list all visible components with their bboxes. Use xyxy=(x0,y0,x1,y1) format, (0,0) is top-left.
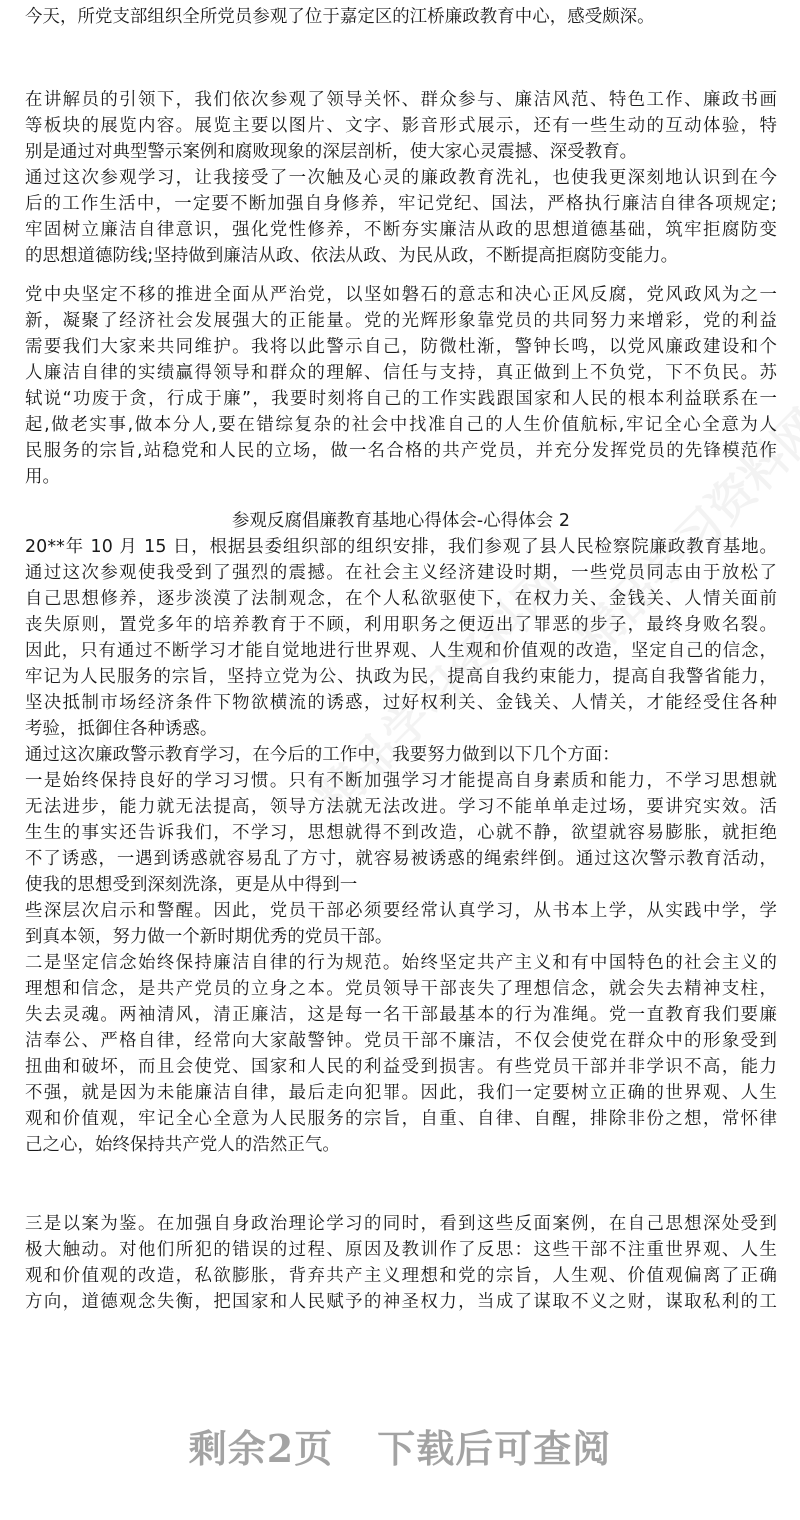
text-line: 观和价值观的改造，私欲膨胀，背弃共产主义理想和党的宗旨，人生观、价值观偏离了正确 xyxy=(25,1266,777,1286)
text-line: 需要我们大家来共同维护。我将以此警示自己，防微杜渐，警钟长鸣，以党风廉政建设和个 xyxy=(25,337,777,357)
text-line: 别是通过对典型警示案例和腐败现象的深层剖析，使大家心灵震撼、深受教育。 xyxy=(25,142,638,162)
text-line: 方向，道德观念失衡，把国家和人民赋予的神圣权力，当成了谋取不义之财，谋取私利的工 xyxy=(25,1292,777,1312)
text-line: 不了诱惑，一遇到诱惑就容易乱了方寸，就容易被诱惑的绳索绊倒。通过这次警示教育活动， xyxy=(25,849,777,869)
text-line: 通过这次廉政警示教育学习，在今后的工作中，我要努力做到以下几个方面： xyxy=(25,745,620,765)
text-line: 二是坚定信念始终保持廉洁自律的行为规范。始终坚定共产主义和有中国特色的社会主义的 xyxy=(25,953,777,973)
text-line: 生生的事实还告诉我们，不学习，思想就得不到改造，心就不静，欲望就容易膨胀，就拒绝 xyxy=(25,823,777,843)
text-line: 不强，就是因为未能廉洁自律，最后走向犯罪。因此，我们一定要树立正确的世界观、人生 xyxy=(25,1083,777,1103)
text-line: 无法进步，能力就无法提高，领导方法就无法改进。学习不能单单走过场，要讲究实效。活 xyxy=(25,797,777,817)
text-line: 观和价值观，牢记全心全意为人民服务的宗旨，自重、自律、自醒，排除非份之想，常怀律 xyxy=(25,1109,777,1129)
text-line: 洁奉公、严格自律，经常向大家敲警钟。党员干部不廉洁，不仅会使党在群众中的形象受到 xyxy=(25,1031,777,1051)
text-line: 等板块的展览内容。展览主要以图片、文字、影音形式展示，还有一些生动的互动体验，特 xyxy=(25,116,777,136)
text-line: 轼说“功废于贪，行成于廉”，我要时刻将自己的工作实践跟国家和人民的根本利益联系在一 xyxy=(25,389,777,409)
text-line: 到真本领，努力做一个新时期优秀的党员干部。 xyxy=(25,927,393,947)
remaining-pages-label: 剩余2页 xyxy=(188,1426,334,1471)
text-line: 失去灵魂。两袖清风，清正廉洁，这是每一名干部最基本的行为准绳。党一直教育我们要廉 xyxy=(25,1005,777,1025)
text-line: 使我的思想受到深刻洗涤，更是从中得到一 xyxy=(25,875,358,895)
text-line: 扭曲和破坏，而且会使党、国家和人民的利益受到损害。有些党员干部并非学识不高，能力 xyxy=(25,1057,777,1077)
text-line: 考验，抵御住各种诱惑。 xyxy=(25,719,218,739)
text-line: 丧失原则，置党多年的培养教育于不顾，利用职务之便迈出了罪恶的步子，最终身败名裂。 xyxy=(25,615,777,635)
text-line: 用。 xyxy=(25,467,60,487)
text-line: 通过这次参观使我受到了强烈的震撼。在社会主义经济建设时期，一些党员同志由于放松了 xyxy=(25,563,777,583)
text-line: 因此，只有通过不断学习才能自觉地进行世界观、人生观和价值观的改造，坚定自己的信念， xyxy=(25,641,777,661)
text-line: 党中央坚定不移的推进全面从严治党，以坚如磐石的意志和决心正风反腐，党风政风为之一 xyxy=(25,285,777,305)
text-line: 人廉洁自律的实绩赢得领导和群众的理解、信任与支持，真正做到上不负党，下不负民。苏 xyxy=(25,363,777,383)
text-line: 通过这次参观学习，让我接受了一次触及心灵的廉政教育洗礼，也使我更深刻地认识到在今 xyxy=(25,168,777,188)
text-line: 理想和信念，是共产党员的立身之本。党员领导干部丧失了理想信念，就会失去精神支柱， xyxy=(25,979,777,999)
text-line: 极大触动。对他们所犯的错误的过程、原因及教训作了反思：这些干部不注重世界观、人生 xyxy=(25,1240,777,1260)
text-line: 后的工作生活中，一定要不断加强自身修养，牢记党纪、国法，严格执行廉洁自律各项规定; xyxy=(25,194,777,214)
text-line: 20**年 10 月 15 日，根据县委组织部的组织安排，我们参观了县人民检察院廉政教育基地。 xyxy=(25,537,777,557)
text-line: 牢固树立廉洁自律意识，强化党性修养，不断夯实廉洁从政的思想道德基础，筑牢拒腐防变 xyxy=(25,220,777,240)
text-line: 牢记为人民服务的宗旨，坚持立党为公、执政为民，提高自我约束能力，提高自我警省能力， xyxy=(25,667,777,687)
section-title: 参观反腐倡廉教育基地心得体会-心得体会 2 xyxy=(231,511,570,531)
text-line: 三是以案为鉴。在加强自身政治理论学习的同时，看到这些反面案例，在自己思想深处受到 xyxy=(25,1214,777,1234)
text-line: 民服务的宗旨,站稳党和人民的立场，做一名合格的共产党员，并充分发挥党员的先锋模范作 xyxy=(25,441,777,461)
text-line: 己之心，始终保持共产党人的浩然正气。 xyxy=(25,1135,340,1155)
text-line: 一是始终保持良好的学习习惯。只有不断加强学习才能提高自身素质和能力，不学习思想就 xyxy=(25,771,777,791)
text-line: 自己思想修养，逐步淡漠了法制观念，在个人私欲驱使下，在权力关、金钱关、人情关面前 xyxy=(25,589,777,609)
text-line: 在讲解员的引领下，我们依次参观了领导关怀、群众参与、廉洁风范、特色工作、廉政书画 xyxy=(25,90,777,110)
text-line: 起,做老实事,做本分人,要在错综复杂的社会中找准自己的人生价值航标,牢记全心全意为人 xyxy=(25,415,777,435)
text-line: 今天，所党支部组织全所党员参观了位于嘉定区的江桥廉政教育中心，感受颇深。 xyxy=(25,7,655,27)
text-line: 新，凝聚了经济社会发展强大的正能量。党的光辉形象靠党员的共同努力来增彩，党的利益 xyxy=(25,311,777,331)
download-to-view-label[interactable]: 下载后可查阅 xyxy=(377,1426,612,1471)
text-line: 的思想道德防线;坚持做到廉洁从政、依法从政、为民从政，不断提高拒腐防变能力。 xyxy=(25,246,679,266)
download-prompt[interactable] xyxy=(0,1418,800,1473)
text-line: 坚决抵制市场经济条件下物欲横流的诱惑，过好权利关、金钱关、人情关，才能经受住各种 xyxy=(25,693,777,713)
text-line: 些深层次启示和警醒。因此，党员干部必须要经常认真学习，从书本上学，从实践中学，学 xyxy=(25,901,777,921)
